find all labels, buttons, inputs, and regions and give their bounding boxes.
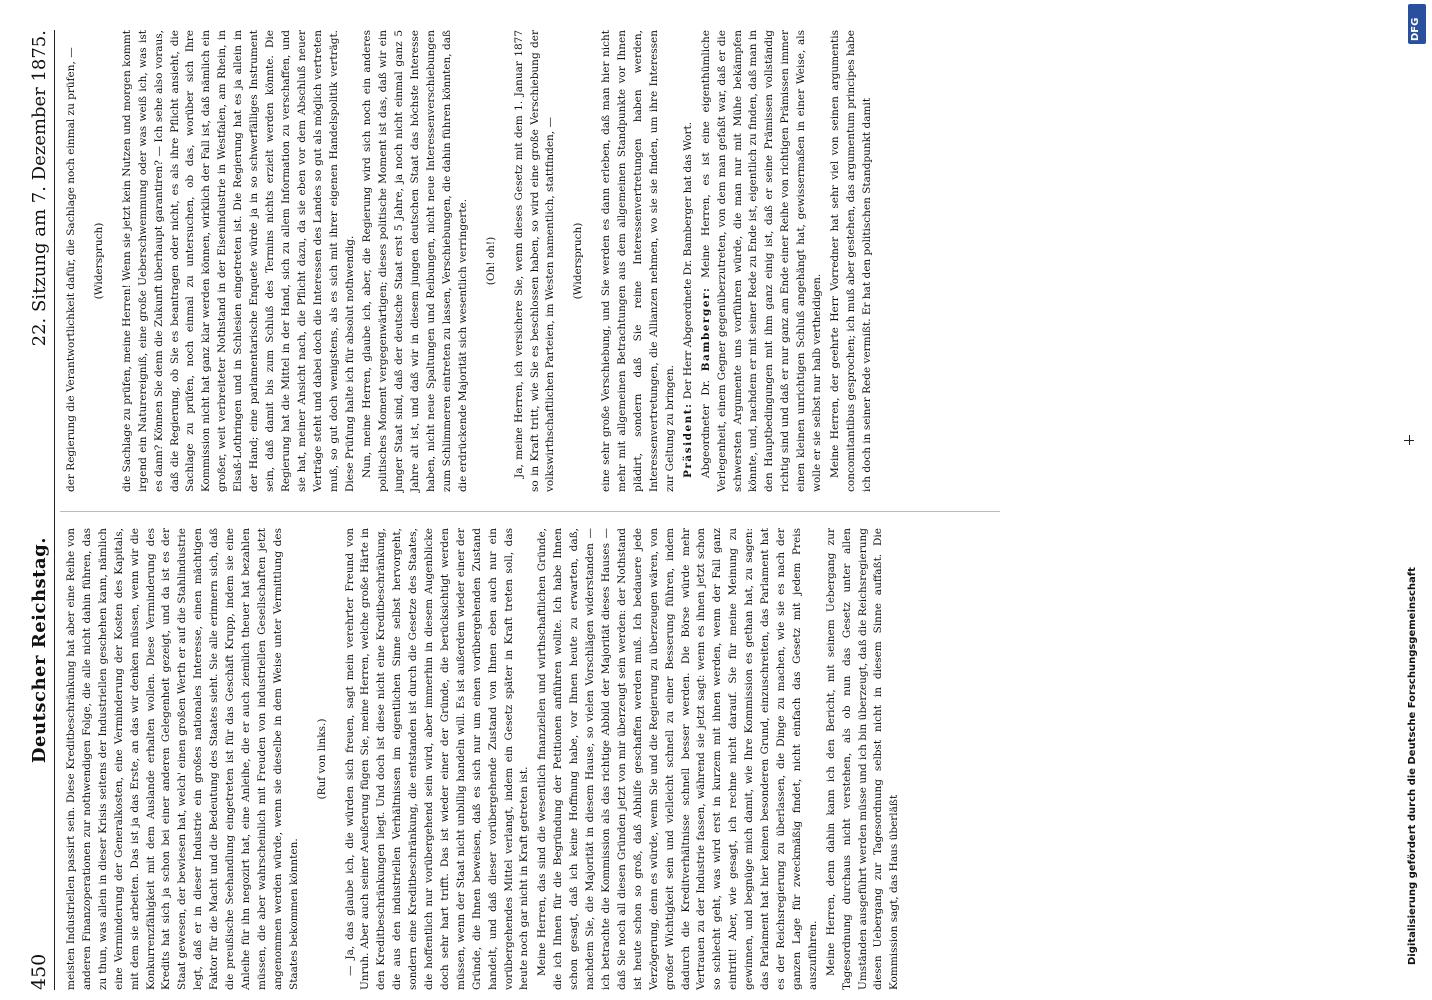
paragraph: Ja, meine Herren, ich versichere Sie, wenn dieses Gesetz mit dem 1. Januar 1877 so in Kraft tritt, wie Sie es beschlossen haben, so wird eine große Verschiebung der volkswirthschaftlichen Parteien, im Westen namentlich, stattfinden, — bbox=[512, 30, 557, 492]
dfg-logo-text: DFG bbox=[1410, 17, 1421, 41]
speaker-paragraph bbox=[699, 30, 826, 492]
page-header bbox=[16, 30, 55, 990]
paragraph: — Ja, das glaube ich, die würden sich freuen, sagt mein verehrter Freund von Unruh. Aber auch seiner Aeußerung fügen Sie, meine Herren, welche große Härte in den Kreditbeschränkungen liegt. Und doch ist diese nicht eine Kreditbeschränkung, die aus den industriellen Verhältnissen im eigentlichen Sinne selbst hervorgeht, sondern eine Kreditbeschränkung, die entstanden ist durch die Gesetze des Staates, die hoffentlich nur vorübergehend sein wird, aber immerhin in diesem Augenblicke doch sehr hart trifft. Das ist wieder einer der Gründe, die berücksichtigt werden müssen, wenn der Staat nicht unbillig handeln will. Es ist außerdem wieder einer der Gründe, die Ihnen beweisen, daß es sich nur um einen vorübergehenden Zustand handelt, und daß dieser vorübergehende Zustand von Ihnen eben auch nur ein vorübergehendes Mittel verlangt, indem ein Gesetz später in Kraft treten soll, das heute noch gar nicht in Kraft getreten ist. bbox=[343, 528, 531, 990]
speaker-label: Präsident: bbox=[681, 402, 694, 478]
page-number: 450 bbox=[28, 953, 50, 990]
paragraph: die Sachlage zu prüfen, meine Herren! Wenn sie jetzt kein Nutzen und morgen kommt irgend ein Naturereigniß, eine große Ueberschwemmung oder was weiß ich, was ist es dann? Können Sie denn die Zukunft überhaupt garantiren? — Ich sehe also voraus, daß die Regierung, ob Sie es beantragen oder nicht, es als ihre Pflicht ansieht, die Sachlage zu prüfen, noch einmal zu untersuchen, ob das, worüber sich Ihre Kommission nicht hat ganz klar werden können, wirklich der Fall ist, daß nämlich ein großer, weit verbreiteter Nothstand in der Eisenindustrie in Westfalen, am Rhein, in Elsaß-Lothringen und in Schlesien eingetreten ist. Die Regierung hat es ja allein in der Hand; eine parlamentarische Enquete würde ja in so schwerfälliges Instrument sein, daß damit bis zum Schluß des Termins nichts erzielt werden könnte. Die Regierung hat die Mittel in der Hand, sich zu allem Information zu verschaffen, und sie hat, meiner Ansicht nach, die Pflicht dazu, da sie eben vor dem Abschluß neuer Verträge steht und dabei doch die Interessen des Landes so gut als möglich vertreten muß, so gut doch wenigstens, als es sich mit ihrer eigenen Handelspolitik verträgt. Diese Prüfung halte ich für absolut nothwendig. bbox=[120, 30, 356, 492]
paragraph: Nun, meine Herren, glaube ich, aber, die Regierung wird sich noch ein anderes politisches Moment vergegenwärtigen; dieses politische Moment ist das, daß wir ein junger Staat sind, daß der deutsche Staat erst 5 Jahre, ja noch nicht einmal ganz 5 Jahre alt ist, und daß wir in diesem jungen deutschen Staat das höchste Interesse haben, nicht neue Spaltungen und Reibungen, nicht neue Interessenverschiebungen zum Schlimmeren eintreten zu lassen, Verschiebungen, die dahin führen könnten, daß die erdrückende Majorität sich wesentlich verringerte. bbox=[361, 30, 469, 492]
crop-mark bbox=[1409, 435, 1410, 445]
paragraph: Meine Herren, das sind die wesentlich finanziellen und wirthschaftlichen Gründe, die ich Ihnen für die Begründung der Petitionen anführen wollte. Ich habe Ihnen schon gesagt, daß ich keine Hoffnung habe, vor Ihnen heute zu erwarten, daß, nachdem Sie, die Majorität in diesem Hause, so vielen Vorschlägen widerstanden — ich betrachte die Kommission als das richtige Abbild der Majorität dieses Hauses — daß Sie noch all diesen Gründen jetzt von mir überzeugt sein werden: der Nothstand ist heute schon so groß, daß Abhilfe geschaffen werden muß. Ich bedauere jede Verzögerung, denn es würde, wenn Sie und die Regierung zu überzeugen wären, von großer Wichtigkeit sein und vielleicht schnell zu einer Besserung führen, indem dadurch die Kreditverhältnisse schnell besser werden. Die Börse würde mehr Vertrauen zu der Industrie fassen, während sie jetzt sagt: wenn es ihnen jetzt schon so schlecht geht, was wird erst in kurzem mit ihnen werden, wenn der Fall ganz eintritt! Aber, wie gesagt, ich rechne nicht darauf. Sie für meine Meinung zu gewinnen, und begnüge mich damit, wie Ihre Kommission es gethan hat, zu sagen: das Parlament hat hier keinen besonderen Grund, einzuschreiten, das Parlament hat es der Reichsregierung zu überlassen, die Dinge zu machen, wie sie es nach der ganzen Lage für zweckmäßig findet, nicht einfach das Gesetz mit jedem Preis auszuführen. bbox=[536, 528, 819, 990]
speaker-text: Der Herr Abgeordnete Dr. Bamberger hat das Wort. bbox=[681, 121, 694, 400]
speaker-text: Meine Herren, es ist eine eigenthümliche Verlegenheit, einem Gegner gegenüberzutreten, von dem man gefaßt war, daß er die schwersten Argumente uns vorführen würde, die man nur mit Mühe bekämpfen könnte, und, nachdem er mit seiner Rede zu Ende ist, eigentlich zu finden, daß man in den Hauptbedingungen mit ihm ganz einig ist, daß er seine Prämissen vollständig richtig sind und daß er nur ganz am Ende einer Reihe von richtigen Prämissen immer einen kleinen unrichtigen Schluß angehängt hat, gewissermaßen in einer Weise, als wolle er sie selbst nur halb vertheidigen. bbox=[699, 30, 824, 492]
speaker-intro: Abgeordneter Dr. bbox=[699, 380, 712, 478]
right-column bbox=[64, 30, 878, 492]
interjection: (Widerspruch) bbox=[572, 222, 585, 300]
interjection: (Widerspruch) bbox=[92, 222, 105, 300]
rotated-page-content bbox=[16, 10, 1412, 990]
publication-title: Deutscher Reichstag. bbox=[29, 536, 50, 764]
paragraph: meisten Industriellen passirt sein. Diese Kreditbeschränkung hat aber eine Reihe von anderen Finanzoperationen zur nothwendigen Folge, die alle nicht dahin führen, das zu thun, was allein in dieser Krisis seitens der Industriellen geschehen kann, nämlich eine Verminderung der Generalkosten, eine Verminderung der Kosten des Kapitals, mit dem sie arbeiten. Das ist ja das Erste, an das wir denken müssen, wenn wir die Konkurrenzfähigkeit mit dem Auslande erhalten wollen. Diese Verminderung des Kredits hat sich ja schon bei einer anderen Gelegenheit gezeigt, und da ist es der Staat gewesen, der bewiesen hat, welch' einen großen Werth er auf die Stahlindustrie legt, daß er in dieser Industrie ein großes nationales Interesse, einen mächtigen Faktor für die Macht und die Bedeutung des Staates sieht. Sie alle erinnern sich, daß die preußische Seehandlung eingetreten ist für das Geschäft Krupp, indem sie eine Anleihe für ihn negozirt hat, eine Anleihe, die er auch ziemlich theuer hat bezahlen müssen, die aber wahrscheinlich mit Freuden von industriellen Gesellschaften jetzt angenommen werden würde, wenn sie dieselbe in dem Weise unter Vermittlung des Staates bekommen könnten. bbox=[65, 528, 300, 990]
paragraph: Meine Herren, denn dahin kann ich den Bericht, mit seinem Uebergang zur Tagesordnung durchaus nicht verstehen, als ob nun das Gesetz unter allen Umständen ausgeführt werden müsse und ich bin überzeugt, daß die Reichsregierung diesen Uebergang zur Tagesordnung selbst nicht in diesem Sinne auffaßt. Die Kommission sagt, das Haus überläßt bbox=[824, 528, 901, 990]
dfg-logo bbox=[1408, 4, 1426, 44]
speaker-label: Bamberger: bbox=[699, 286, 712, 372]
paragraph: der Regierung die Verantwortlichkeit dafür, die Sachlage noch einmal zu prüfen, — bbox=[65, 47, 77, 492]
column-divider bbox=[60, 511, 1000, 512]
session-date: 22. Sitzung am 7. Dezember 1875. bbox=[29, 30, 50, 347]
interjection: (Oh! oh!) bbox=[484, 236, 497, 286]
digitization-note-text: Digitalisierung gefördert durch die Deutsche Forschungsgemeinschaft bbox=[1407, 567, 1418, 965]
left-column bbox=[64, 528, 905, 990]
speaker-paragraph bbox=[681, 30, 697, 492]
paragraph: Meine Herren, der geehrte Herr Vorredner hat sehr viel von seinen argumentis concomitantibus gesprochen; ich muß aber gestehen, das argumentum principes habe ich doch in seiner Rede vermißt. Er hat den politischen Standpunkt damit bbox=[828, 30, 873, 492]
paragraph: eine sehr große Verschiebung, und Sie werden es dann erleben, daß man hier nicht mehr mit allgemeinen Betrachtungen aus dem allgemeinen Standpunkte vor Ihnen plädirt, sondern daß Sie reine Interessenvertretungen haben werden, Interessenvertretungen, die Allianzen nehmen, wo sie sie finden, um ihre Interessen zur Geltung zu bringen. bbox=[600, 30, 676, 492]
digitization-note bbox=[1404, 40, 1426, 970]
interjection: (Ruf von links.) bbox=[315, 718, 328, 800]
